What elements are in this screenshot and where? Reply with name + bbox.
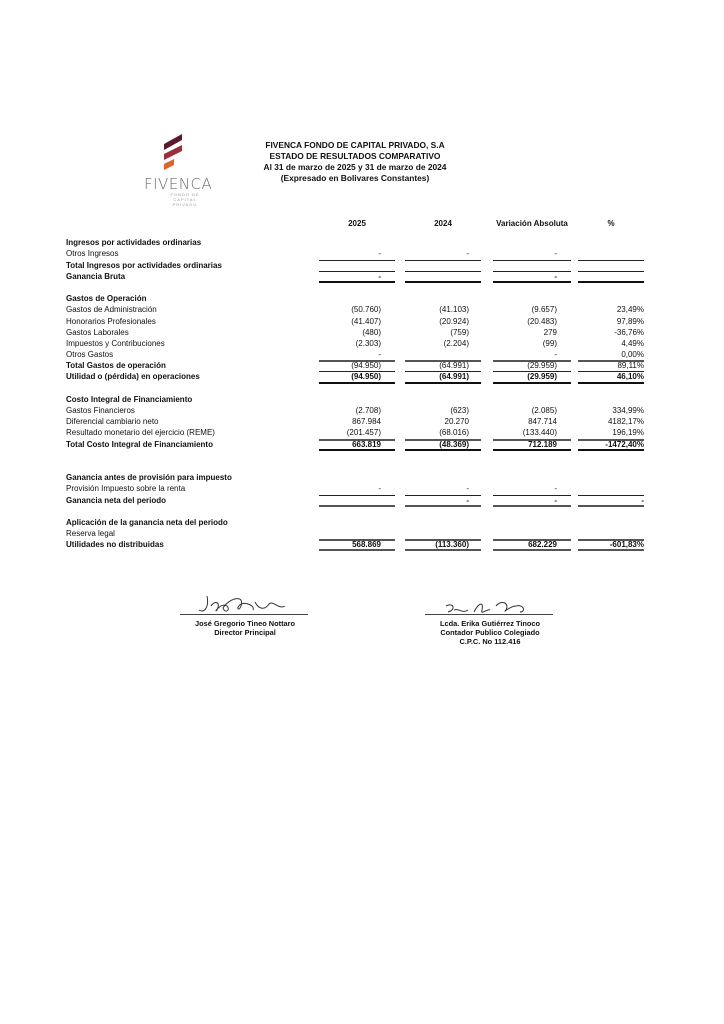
value-variation: - bbox=[554, 484, 557, 494]
underline-rule bbox=[578, 439, 644, 441]
value-2024: (623) bbox=[450, 406, 469, 415]
value-2025: - bbox=[378, 249, 381, 259]
table-row bbox=[66, 539, 646, 550]
value-variation: (29.959) bbox=[527, 372, 557, 382]
report-title: ESTADO DE RESULTADOS COMPARATIVO bbox=[269, 151, 441, 161]
value-2025: - bbox=[378, 484, 381, 494]
company-name: FIVENCA FONDO DE CAPITAL PRIVADO, S.A bbox=[265, 140, 445, 150]
underline-rule bbox=[405, 260, 481, 261]
value-percent: 97,89% bbox=[616, 316, 644, 326]
table-row bbox=[66, 416, 646, 427]
table-row bbox=[66, 506, 646, 517]
underline-rule bbox=[578, 495, 644, 496]
table-row bbox=[66, 472, 646, 483]
underline-rule bbox=[493, 360, 571, 362]
underline-rule bbox=[578, 549, 644, 551]
underline-rule bbox=[493, 539, 571, 541]
underline-rule bbox=[405, 539, 481, 541]
value-2025: 663.819 bbox=[352, 439, 381, 449]
value-2024: (20.924) bbox=[439, 316, 469, 326]
value-2024: (113.360) bbox=[435, 540, 469, 550]
row-label: Ganancia neta del periodo bbox=[66, 495, 167, 505]
row-label: Honorarios Profesionales bbox=[66, 316, 156, 326]
value-2024: (2.204) bbox=[443, 338, 469, 348]
value-percent: 196,19% bbox=[612, 428, 644, 438]
row-label: Provisión Impuesto sobre la renta bbox=[66, 484, 186, 494]
table-row bbox=[66, 528, 646, 539]
logo-subtitle: FONDO DE CAPITAL PRIVADO bbox=[170, 192, 200, 207]
value-2024: (41.103) bbox=[439, 305, 469, 315]
underline-rule bbox=[405, 549, 481, 551]
value-2025: (201.457) bbox=[346, 428, 381, 438]
value-2025: (41.407) bbox=[351, 316, 381, 326]
value-2025: (2.303) bbox=[355, 338, 381, 348]
value-variation: - bbox=[554, 271, 557, 281]
row-label: Aplicación de la ganancia neta del periodo bbox=[66, 517, 228, 527]
row-label: Costo Integral de Financiamiento bbox=[66, 394, 193, 404]
underline-rule bbox=[578, 371, 644, 372]
row-label: Ingresos por actividades ordinarias bbox=[66, 238, 202, 248]
col-header-2024: 2024 bbox=[434, 219, 452, 228]
row-label: Total Ingresos por actividades ordinarias bbox=[66, 260, 222, 270]
signature-line-accountant bbox=[425, 614, 553, 615]
table-row bbox=[66, 483, 646, 494]
underline-rule bbox=[578, 260, 644, 261]
value-2024: - bbox=[466, 495, 469, 505]
value-percent: - bbox=[641, 495, 644, 505]
director-name: José Gregorio Tineo Nottaro bbox=[194, 619, 296, 628]
value-2025: (94.950) bbox=[351, 372, 381, 382]
signature-block-director bbox=[170, 619, 320, 637]
row-label: Gastos Laborales bbox=[66, 327, 129, 337]
value-variation: 847.714 bbox=[528, 417, 557, 427]
value-2025: (2.708) bbox=[355, 406, 381, 415]
value-2024: - bbox=[466, 249, 469, 259]
table-row bbox=[66, 237, 646, 248]
underline-rule bbox=[319, 495, 395, 496]
column-headers bbox=[66, 218, 646, 229]
table-row bbox=[66, 360, 646, 371]
value-variation: (2.085) bbox=[531, 406, 557, 415]
table-row bbox=[66, 293, 646, 304]
col-header-2025: 2025 bbox=[348, 219, 366, 228]
accountant-title: Contador Publico Colegiado bbox=[440, 628, 540, 637]
table-row bbox=[66, 461, 646, 472]
row-label: Ganancia Bruta bbox=[66, 271, 126, 281]
underline-rule bbox=[405, 271, 481, 272]
value-percent: 0,00% bbox=[621, 350, 644, 360]
underline-rule bbox=[578, 539, 644, 541]
logo-wordmark: FIVENCA bbox=[144, 175, 213, 193]
value-2024: (68.016) bbox=[439, 428, 469, 438]
value-2025: (480) bbox=[362, 327, 381, 337]
value-2025: 568.869 bbox=[352, 540, 381, 550]
value-2025: (94.950) bbox=[351, 361, 381, 371]
value-variation: - bbox=[554, 350, 557, 360]
signature-accountant-icon bbox=[440, 598, 540, 620]
underline-rule bbox=[319, 549, 395, 551]
underline-rule bbox=[493, 549, 571, 551]
col-header-variation: Variación Absoluta bbox=[496, 219, 568, 228]
underline-rule bbox=[319, 539, 395, 541]
underline-rule bbox=[405, 360, 481, 362]
row-label: Gastos de Administración bbox=[66, 305, 157, 315]
report-period: Al 31 de marzo de 2025 y 31 de marzo de 2024 bbox=[263, 162, 447, 172]
underline-rule bbox=[405, 371, 481, 372]
value-percent: 334,99% bbox=[612, 406, 644, 415]
value-variation: (133.440) bbox=[522, 428, 557, 438]
underline-rule bbox=[319, 360, 395, 362]
col-header-percent: % bbox=[607, 219, 615, 228]
value-percent: 4,49% bbox=[621, 338, 644, 348]
table-row bbox=[66, 517, 646, 528]
value-percent: -1472,40% bbox=[605, 439, 644, 449]
underline-rule bbox=[319, 439, 395, 441]
table-row bbox=[66, 260, 646, 271]
table-row bbox=[66, 349, 646, 360]
report-currency: (Expresado en Bolivares Constantes) bbox=[280, 173, 430, 183]
table-row bbox=[66, 394, 646, 405]
underline-rule bbox=[319, 271, 395, 272]
row-label: Otros Gastos bbox=[66, 350, 114, 360]
value-2024: - bbox=[466, 484, 469, 494]
value-percent: -36,76% bbox=[614, 327, 644, 337]
row-label: Gastos de Operación bbox=[66, 294, 147, 304]
value-variation: 682.229 bbox=[528, 540, 557, 550]
underline-rule bbox=[578, 360, 644, 362]
table-row bbox=[66, 439, 646, 450]
underline-rule bbox=[493, 260, 571, 261]
value-variation: 712.189 bbox=[528, 439, 557, 449]
table-row bbox=[66, 405, 646, 416]
row-label: Resultado monetario del ejercicio (REME) bbox=[66, 428, 215, 438]
underline-rule bbox=[578, 271, 644, 272]
row-label: Total Gastos de operación bbox=[66, 361, 166, 371]
value-percent: -601,83% bbox=[609, 540, 644, 550]
row-label: Ganancia antes de provisión para impuesto bbox=[66, 473, 232, 483]
table-row bbox=[66, 304, 646, 315]
row-label: Total Costo Integral de Financiamiento bbox=[66, 439, 213, 449]
income-statement-table bbox=[66, 218, 646, 550]
value-2024: (64.991) bbox=[439, 361, 469, 371]
table-row bbox=[66, 282, 646, 293]
underline-rule bbox=[493, 495, 571, 496]
underline-rule bbox=[493, 271, 571, 272]
value-variation: (29.959) bbox=[527, 361, 557, 371]
table-row bbox=[66, 450, 646, 461]
value-2025: - bbox=[378, 271, 381, 281]
row-label: Utilidades no distribuidas bbox=[66, 540, 164, 550]
table-row bbox=[66, 271, 646, 282]
table-row bbox=[66, 316, 646, 327]
value-2025: - bbox=[378, 350, 381, 360]
underline-rule bbox=[319, 260, 395, 261]
underline-rule bbox=[319, 371, 395, 372]
row-label: Reserva legal bbox=[66, 529, 115, 539]
table-row bbox=[66, 248, 646, 259]
report-header bbox=[230, 140, 480, 184]
table-row bbox=[66, 383, 646, 394]
value-variation: (9.657) bbox=[531, 305, 557, 315]
value-variation: - bbox=[554, 249, 557, 259]
row-label: Utilidad o (pérdida) en operaciones bbox=[66, 372, 200, 382]
value-2025: (50.760) bbox=[351, 305, 381, 315]
table-row bbox=[66, 495, 646, 506]
value-variation: (20.483) bbox=[527, 316, 557, 326]
value-percent: 89,11% bbox=[617, 361, 644, 371]
value-variation: (99) bbox=[542, 338, 557, 348]
accountant-license: C.P.C. No 112.416 bbox=[459, 637, 521, 646]
row-label: Impuestos y Contribuciones bbox=[66, 338, 165, 348]
value-2024: (48.369) bbox=[439, 439, 469, 449]
signature-line-director bbox=[180, 614, 308, 615]
value-percent: 4182,17% bbox=[607, 417, 644, 427]
signature-block-accountant bbox=[415, 619, 565, 646]
table-row bbox=[66, 371, 646, 382]
row-label: Gastos Financieros bbox=[66, 406, 135, 415]
value-percent: 46,10% bbox=[616, 372, 644, 382]
value-variation: - bbox=[554, 495, 557, 505]
table-row bbox=[66, 427, 646, 438]
table-row bbox=[66, 338, 646, 349]
underline-rule bbox=[493, 371, 571, 372]
director-title: Director Principal bbox=[214, 628, 276, 637]
accountant-name: Lcda. Erika Gutiérrez Tinoco bbox=[439, 619, 541, 628]
row-label: Otros Ingresos bbox=[66, 249, 119, 259]
value-2025: 867.984 bbox=[352, 417, 381, 427]
value-2024: (759) bbox=[450, 327, 469, 337]
value-variation: 279 bbox=[543, 327, 557, 337]
underline-rule bbox=[405, 439, 481, 441]
underline-rule bbox=[405, 495, 481, 496]
value-percent: 23,49% bbox=[616, 305, 644, 315]
value-2024: 20.270 bbox=[444, 417, 469, 427]
value-2024: (64.991) bbox=[439, 372, 469, 382]
underline-rule bbox=[493, 439, 571, 441]
row-label: Diferencial cambiario neto bbox=[66, 417, 159, 427]
table-row bbox=[66, 327, 646, 338]
